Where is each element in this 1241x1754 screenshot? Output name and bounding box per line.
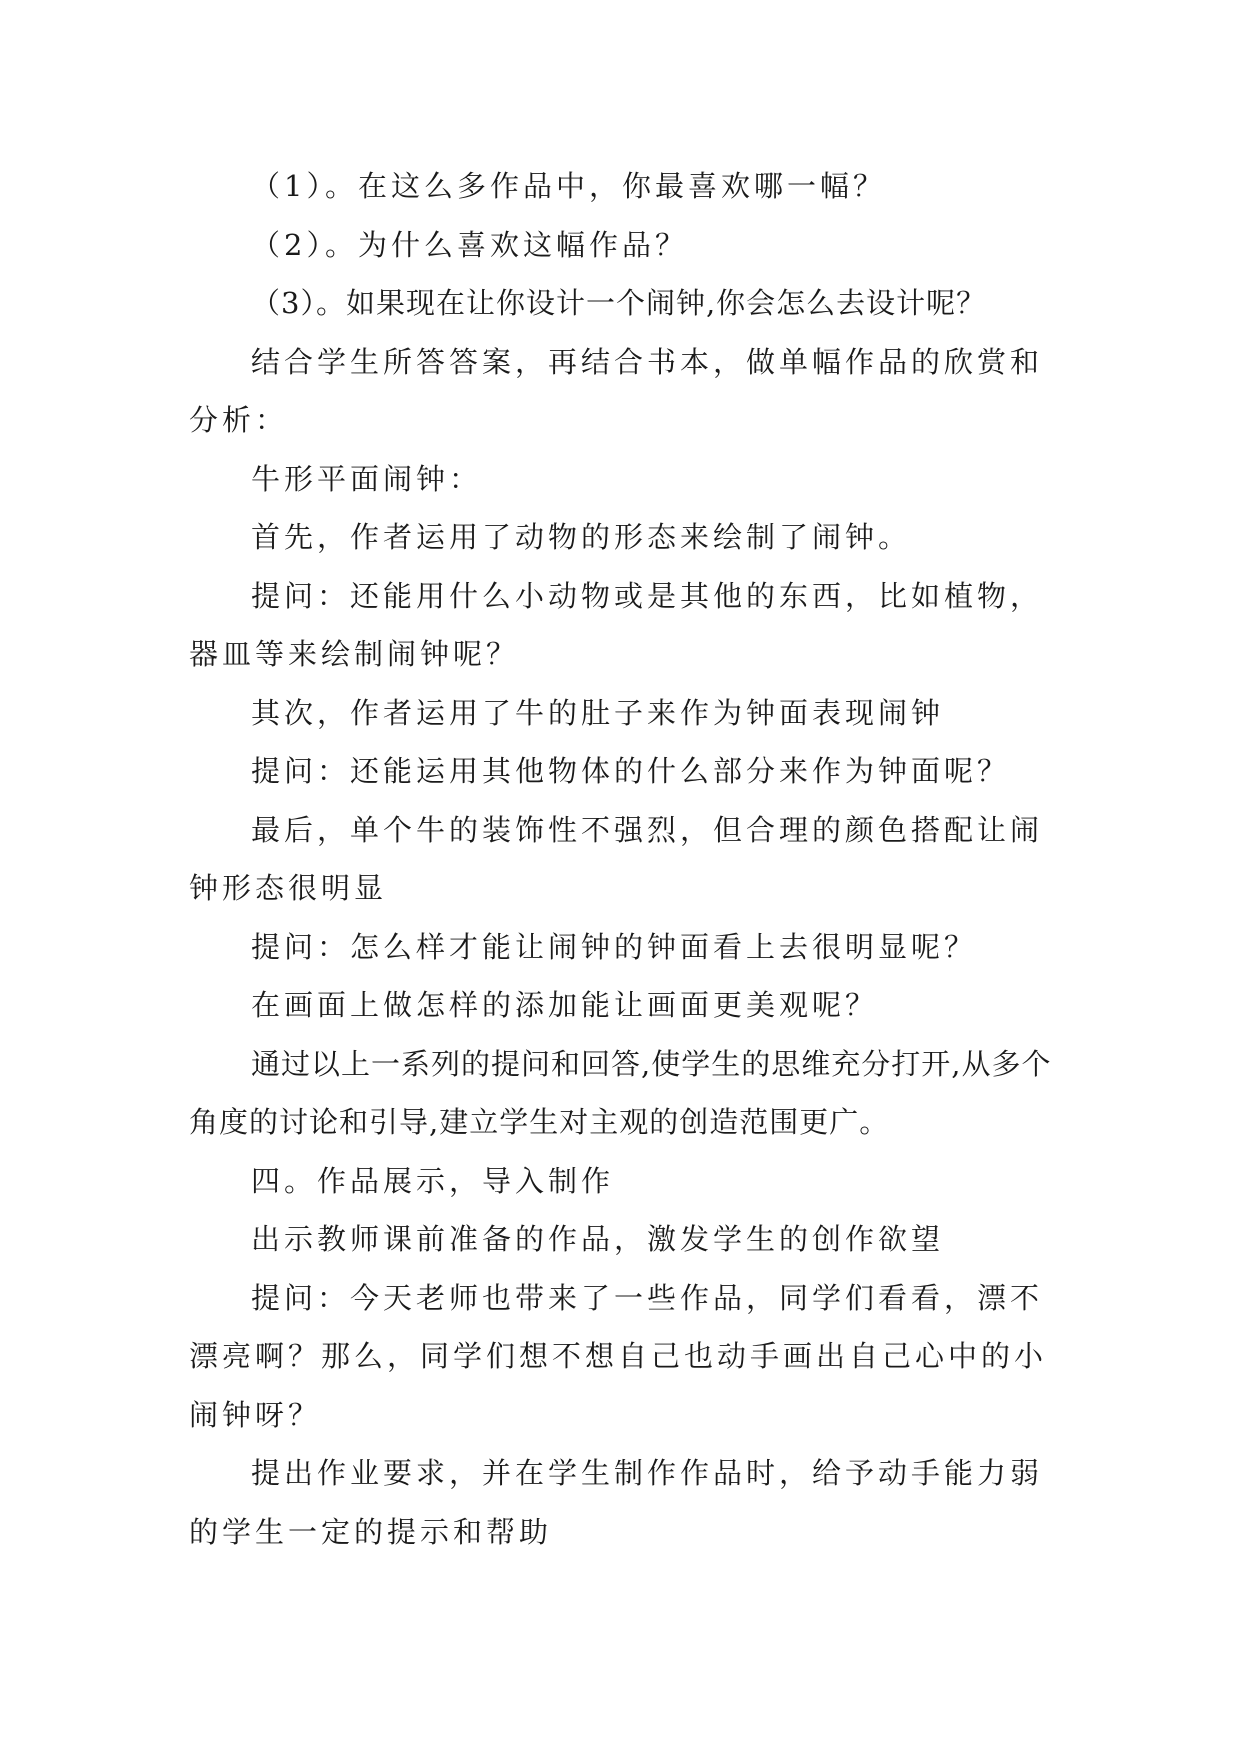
paragraph: （2）。为什么喜欢这幅作品？: [251, 227, 688, 262]
paragraph: 通过以上一系列的提问和回答,使学生的思维充分打开,从多个角度的讨论和引导,建立学生对主观的创造范围更广。: [189, 1046, 1052, 1139]
paragraph: 提出作业要求，并在学生制作作品时，给予动手能力弱的学生一定的提示和帮助: [189, 1456, 1044, 1549]
paragraph: 首先，作者运用了动物的形态来绘制了闹钟。: [251, 520, 912, 554]
paragraph: 出示教师课前准备的作品，激发学生的创作欲望: [251, 1222, 945, 1256]
paragraph: （1）。在这么多作品中，你最喜欢哪一幅？: [251, 169, 886, 203]
paragraph: 最后，单个牛的装饰性不强烈，但合理的颜色搭配让闹钟形态很明显: [189, 812, 1044, 905]
paragraph: （3）。如果现在让你设计一个闹钟,你会怎么去设计呢？: [251, 286, 987, 320]
paragraph: 提问：今天老师也带来了一些作品，同学们看看，漂不漂亮啊？那么，同学们想不想自己也动手画出自己心中的小闹钟呀？: [189, 1280, 1048, 1432]
paragraph: 提问：还能用什么小动物或是其他的东西，比如植物，器皿等来绘制闹钟呢？: [189, 578, 1044, 671]
paragraph: 其次，作者运用了牛的肚子来作为钟面表现闹钟: [251, 695, 945, 730]
paragraph: 牛形平面闹钟：: [251, 461, 483, 496]
paragraph: 在画面上做怎样的添加能让画面更美观呢？: [251, 988, 879, 1022]
section-heading: 四。作品展示，导入制作: [251, 1163, 615, 1198]
paragraph: 提问：还能运用其他物体的什么部分来作为钟面呢？: [251, 754, 1011, 788]
paragraph: 结合学生所答答案，再结合书本，做单幅作品的欣赏和分析：: [189, 344, 1044, 437]
document-body: [189, 157, 1069, 1561]
paragraph: 提问：怎么样才能让闹钟的钟面看上去很明显呢？: [251, 929, 978, 964]
